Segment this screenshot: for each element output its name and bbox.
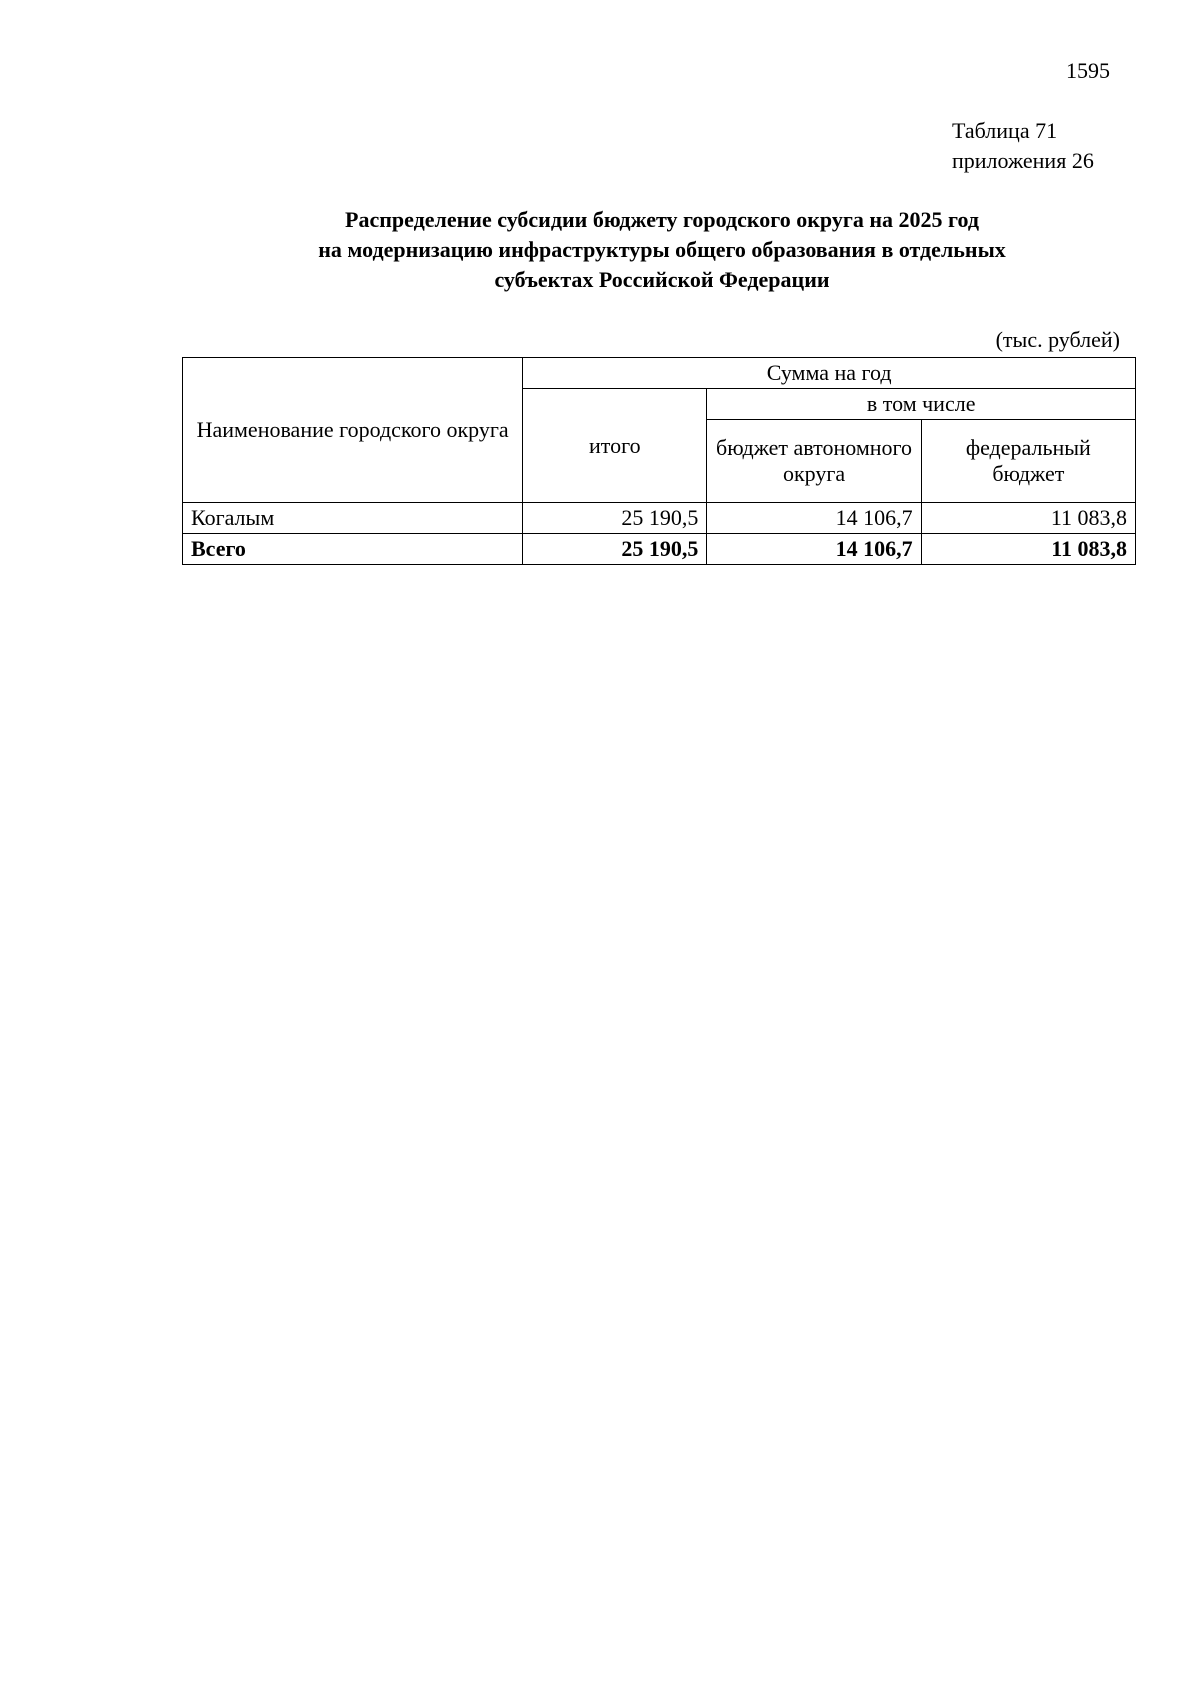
row-federal: 11 083,8 xyxy=(921,503,1135,534)
page-number: 1595 xyxy=(1066,58,1110,83)
document-title xyxy=(182,205,1142,295)
row-regional: 14 106,7 xyxy=(707,503,921,534)
table-row xyxy=(183,503,1136,534)
header-sum-per-year: Сумма на год xyxy=(523,358,1136,389)
header-federal-budget: федеральный бюджет xyxy=(921,420,1135,503)
header-row-1 xyxy=(183,358,1136,389)
table-reference xyxy=(952,116,1094,176)
header-name: Наименование городского округа xyxy=(183,358,523,503)
units-label: (тыс. рублей) xyxy=(995,327,1120,352)
header-regional-budget: бюджет автономного округа xyxy=(707,420,921,503)
totals-regional: 14 106,7 xyxy=(707,534,921,565)
totals-federal: 11 083,8 xyxy=(921,534,1135,565)
appendix-number: приложения 26 xyxy=(952,148,1094,173)
row-name: Когалым xyxy=(183,503,523,534)
title-line-3: субъектах Российской Федерации xyxy=(494,267,830,292)
title-line-2: на модернизацию инфраструктуры общего образования в отдельных xyxy=(318,237,1006,262)
table-number: Таблица 71 xyxy=(952,118,1058,143)
header-total: итого xyxy=(523,389,707,503)
row-total: 25 190,5 xyxy=(523,503,707,534)
title-line-1: Распределение субсидии бюджету городского округа на 2025 год xyxy=(345,207,979,232)
header-including: в том числе xyxy=(707,389,1136,420)
totals-row xyxy=(183,534,1136,565)
totals-total: 25 190,5 xyxy=(523,534,707,565)
subsidy-table xyxy=(182,357,1136,565)
totals-name: Всего xyxy=(183,534,523,565)
